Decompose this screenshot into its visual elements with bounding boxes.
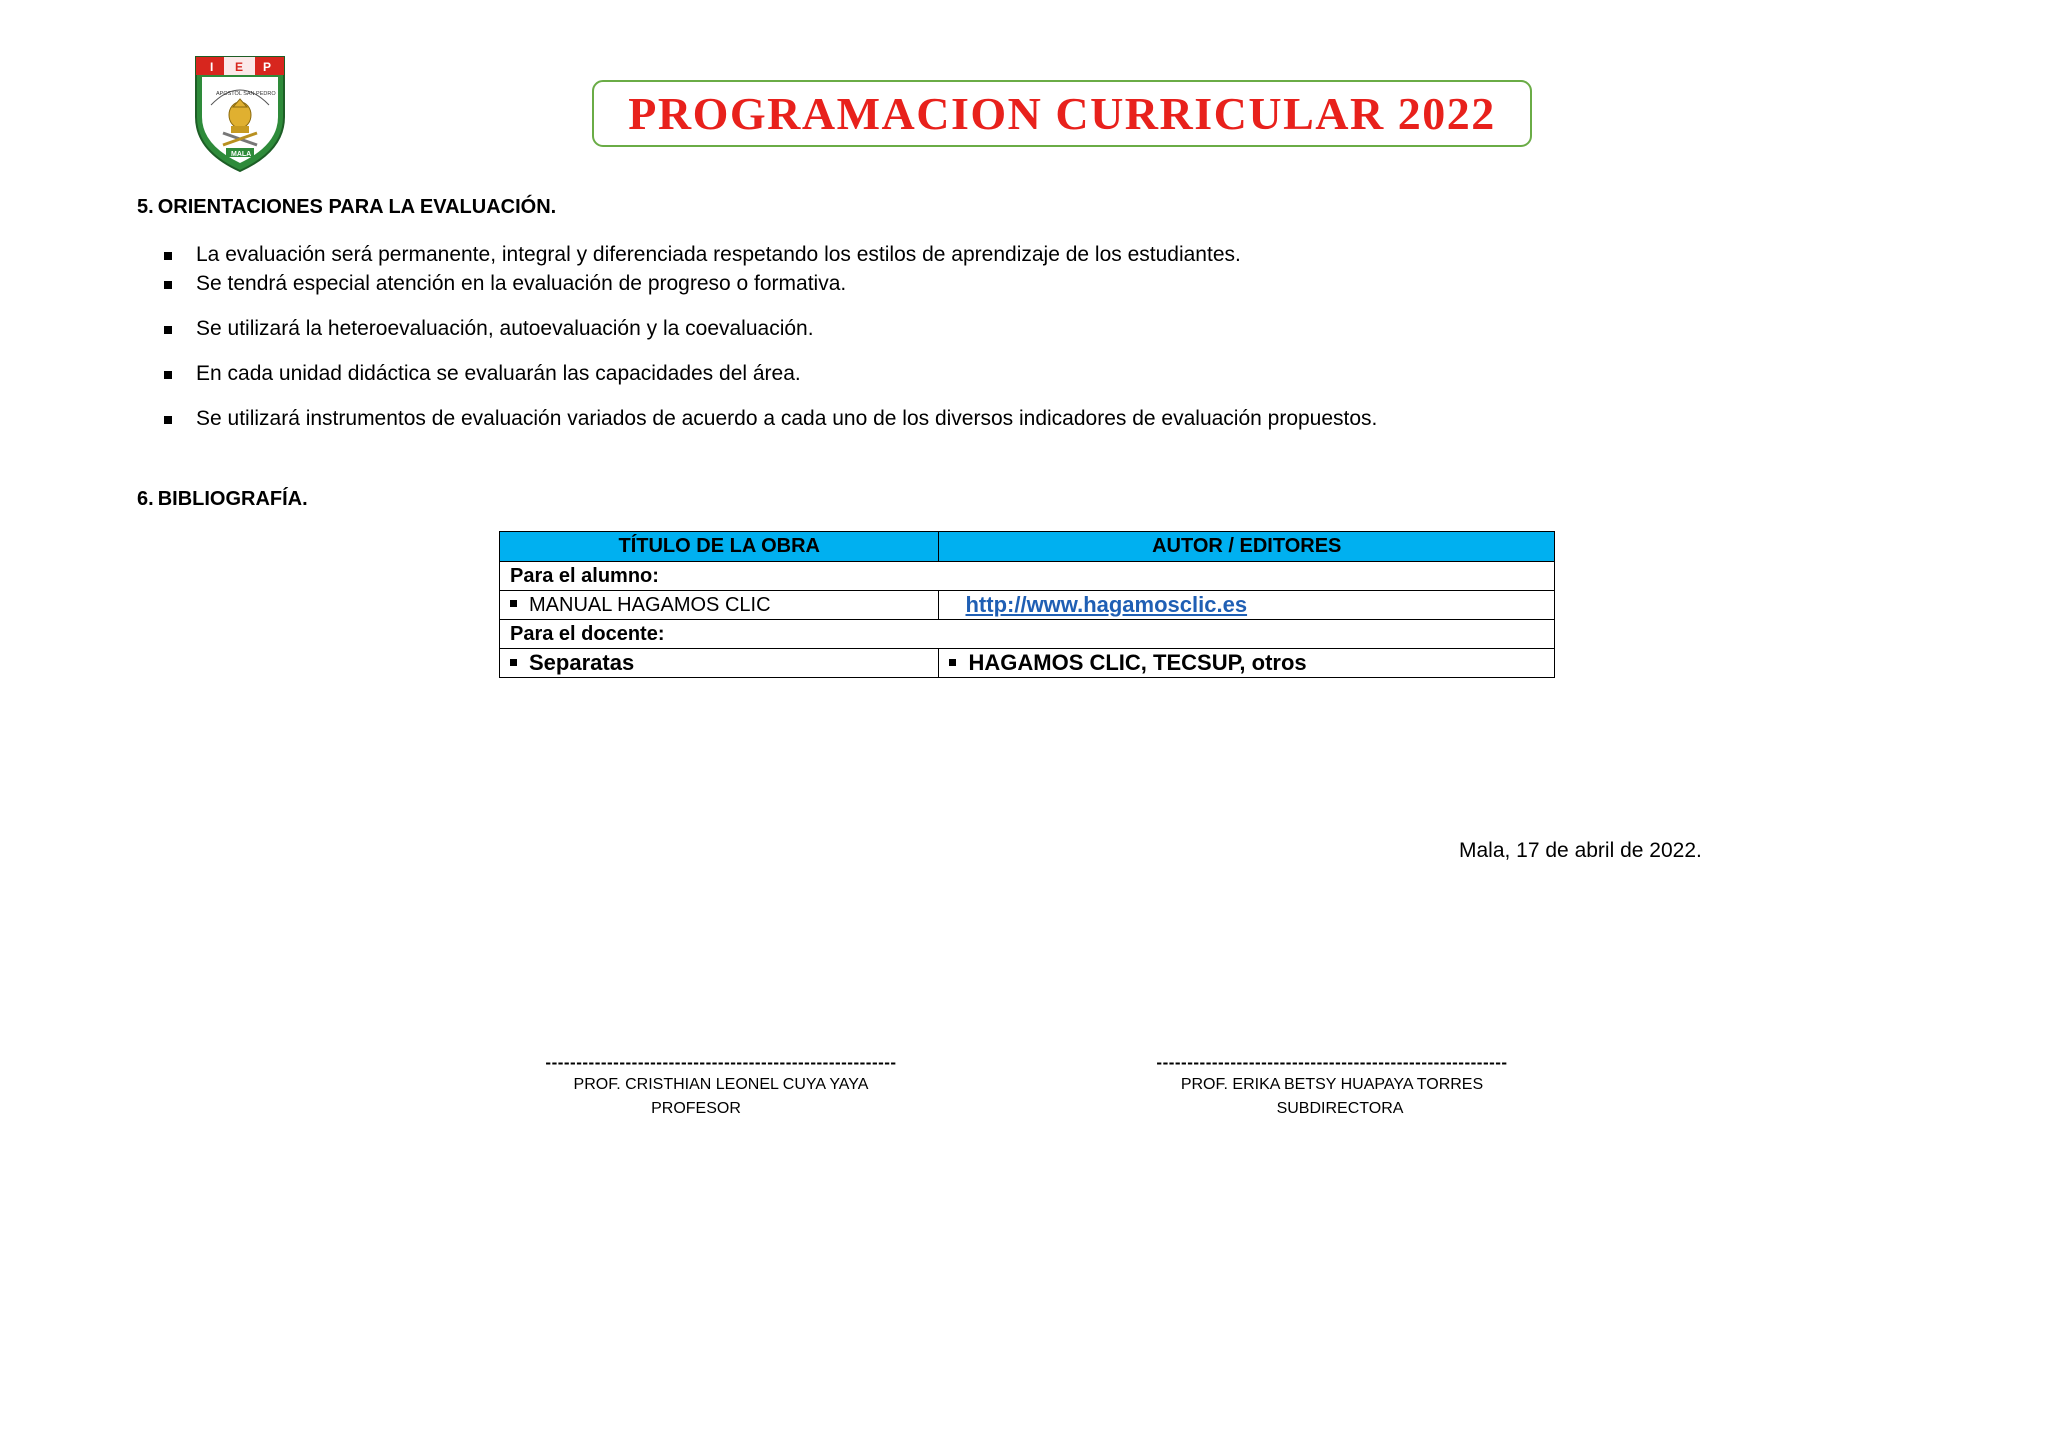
- logo-bottom-text: MALA: [231, 151, 252, 158]
- signer-name: PROF. ERIKA BETSY HUAPAYA TORRES: [1180, 1076, 1484, 1093]
- group-label-teacher: Para el docente:: [500, 620, 1555, 649]
- bullet-square-icon: [164, 326, 172, 334]
- teacher-author-cell: [939, 649, 1555, 678]
- bullet-text: Se utilizará la heteroevaluación, autoevaluación y la coevaluación.: [196, 317, 814, 340]
- bullet-text: Se tendrá especial atención en la evaluación de progreso o formativa.: [196, 272, 847, 295]
- teacher-title: Separatas: [529, 650, 635, 675]
- logo-ring-text: APOSTOL SAN PEDRO: [216, 91, 276, 97]
- column-header-title: TÍTULO DE LA OBRA: [500, 532, 939, 562]
- signature-line: ---------------------------------------------------------: [1156, 1053, 1508, 1072]
- logo-letter-i: I: [210, 60, 214, 74]
- document-date: Mala, 17 de abril de 2022.: [1459, 839, 1702, 862]
- teacher-author: HAGAMOS CLIC, TECSUP, otros: [968, 650, 1307, 675]
- teacher-title-cell: [500, 649, 939, 678]
- section6-number: 6.: [137, 488, 154, 510]
- document-title: PROGRAMACION CURRICULAR 2022: [628, 88, 1496, 139]
- signature-block-left: [501, 1053, 941, 1121]
- school-crest-logo: [193, 55, 287, 173]
- signer-name: PROF. CRISTHIAN LEONEL CUYA YAYA: [573, 1076, 869, 1093]
- document-title-box: [592, 80, 1532, 147]
- bullet-square-icon: [510, 659, 517, 666]
- signature-block-right: [1112, 1053, 1552, 1121]
- section6-title: BIBLIOGRAFÍA.: [157, 488, 308, 510]
- section5-heading: [137, 196, 556, 219]
- bibliography-table: [499, 531, 1555, 678]
- group-label-student: Para el alumno:: [500, 562, 1555, 591]
- student-author-cell: [939, 591, 1555, 620]
- bullet-text: La evaluación será permanente, integral y diferenciada respetando los estilos de aprendizaje de los estudiantes.: [196, 243, 1241, 266]
- bullet-text: Se utilizará instrumentos de evaluación variados de acuerdo a cada uno de los diversos indicadores de evaluación propuestos.: [196, 407, 1378, 430]
- signature-line: ---------------------------------------------------------: [545, 1053, 897, 1072]
- section5-number: 5.: [137, 196, 154, 218]
- section6-heading: [137, 488, 308, 511]
- table-group-row: [500, 562, 1555, 591]
- table-row: [500, 591, 1555, 620]
- table-header-row: [500, 532, 1555, 562]
- signer-role: PROFESOR: [651, 1100, 741, 1117]
- bullet-square-icon: [164, 416, 172, 424]
- student-title-cell: [500, 591, 939, 620]
- logo-letter-p: P: [263, 60, 272, 74]
- bullet-square-icon: [164, 371, 172, 379]
- hagamosclic-link[interactable]: http://www.hagamosclic.es: [965, 592, 1248, 617]
- table-row: [500, 649, 1555, 678]
- table-group-row: [500, 620, 1555, 649]
- bullet-square-icon: [510, 600, 517, 607]
- section5-title: ORIENTACIONES PARA LA EVALUACIÓN.: [157, 196, 557, 218]
- bullet-square-icon: [949, 659, 956, 666]
- bullet-square-icon: [164, 252, 172, 260]
- student-title: MANUAL HAGAMOS CLIC: [529, 593, 771, 616]
- logo-letter-e: E: [235, 60, 244, 74]
- column-header-author: AUTOR / EDITORES: [939, 532, 1555, 562]
- bullet-square-icon: [164, 281, 172, 289]
- signer-role: SUBDIRECTORA: [1276, 1100, 1404, 1117]
- bullet-text: En cada unidad didáctica se evaluarán las capacidades del área.: [196, 362, 801, 385]
